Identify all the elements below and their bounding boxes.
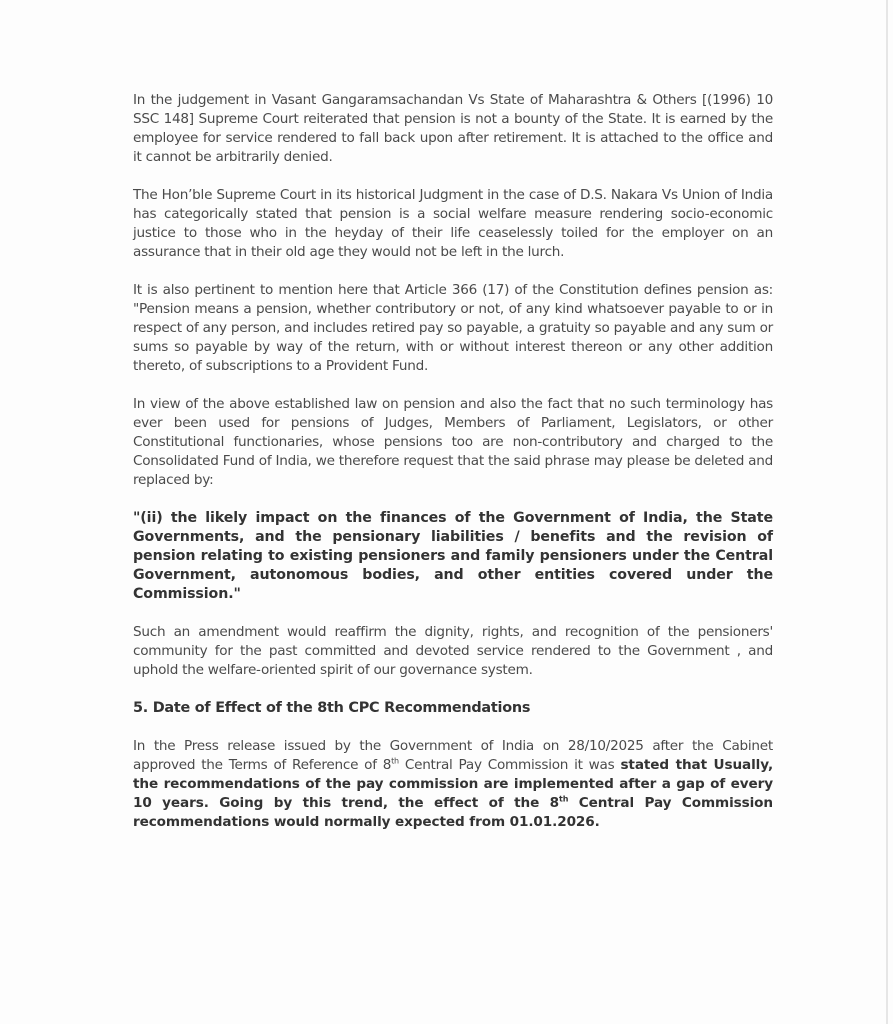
date-of-effect-bold-2: Central Pay Commission recommendations would normally expected from 01.01.2026.: [133, 795, 773, 830]
paragraph-nakara-judgement: The Hon’ble Supreme Court in its historical Judgment in the case of D.S. Nakara Vs Union of India has categorically stated that pension is a social welfare measure rendering socio-economic justice to those who in the heyday of their life ceaselessly toiled for the employer on an assurance that in their old age they would not be left in the lurch.: [133, 187, 773, 260]
superscript-th-1: th: [391, 756, 399, 766]
paragraph-vasant-judgement: In the judgement in Vasant Gangaramsachandan Vs State of Maharashtra & Others [(1996) 10 SSC 148] Supreme Court reiterated that pension is not a bounty of the State. It is earned by the employee for service rendered to fall back upon after retirement. It is attached to the office and it cannot be arbitrarily denied.: [133, 92, 773, 165]
paragraph-request: In view of the above established law on pension and also the fact that no such terminology has ever been used for pensions of Judges, Members of Parliament, Legislators, or other Constitutional functionaries, whose pensions too are non-contributory and charged to the Consolidated Fund of India, we therefore request that the said phrase may please be deleted and replaced by:: [133, 396, 773, 488]
paragraph-date-of-effect: [133, 737, 773, 832]
paragraph-closing: Such an amendment would reaffirm the dignity, rights, and recognition of the pensioners' community for the past committed and devoted service rendered to the Government , and uphold the welfare-oriented spirit of our governance system.: [133, 624, 773, 678]
superscript-th-2: th: [559, 794, 569, 804]
date-of-effect-text-2: Central Pay Commission it was: [398, 757, 621, 773]
proposed-amendment-quote: "(ii) the likely impact on the finances of the Government of India, the State Governments, and the pensionary liabilities / benefits and the revision of pension relating to existing pensioners and family pensioners under the Central Government, autonomous bodies, and other entities covered under the Commission.": [133, 510, 773, 602]
document-page: [133, 91, 773, 851]
date-of-effect-text-1: In the Press release issued by the Government of India on 28/10/2025 after the Cabinet approved the Terms of Reference of 8: [133, 738, 773, 773]
paragraph-article-366: It is also pertinent to mention here that Article 366 (17) of the Constitution defines pension as: "Pension means a pension, whether contributory or not, of any kind whatsoever payable to or in respect of any person, and includes retired pay so payable, a gratuity so payable and any sum or sums so payable by way of the return, with or without interest thereon or any other addition thereto, of subscriptions to a Provident Fund.: [133, 282, 773, 374]
page-edge: [886, 0, 888, 1024]
date-of-effect-bold-1: stated that Usually, the recommendations of the pay commission are implemented after a gap of every 10 years. Going by this trend, the effect of the 8: [133, 757, 774, 811]
section-heading: 5. Date of Effect of the 8th CPC Recommendations: [133, 700, 531, 716]
